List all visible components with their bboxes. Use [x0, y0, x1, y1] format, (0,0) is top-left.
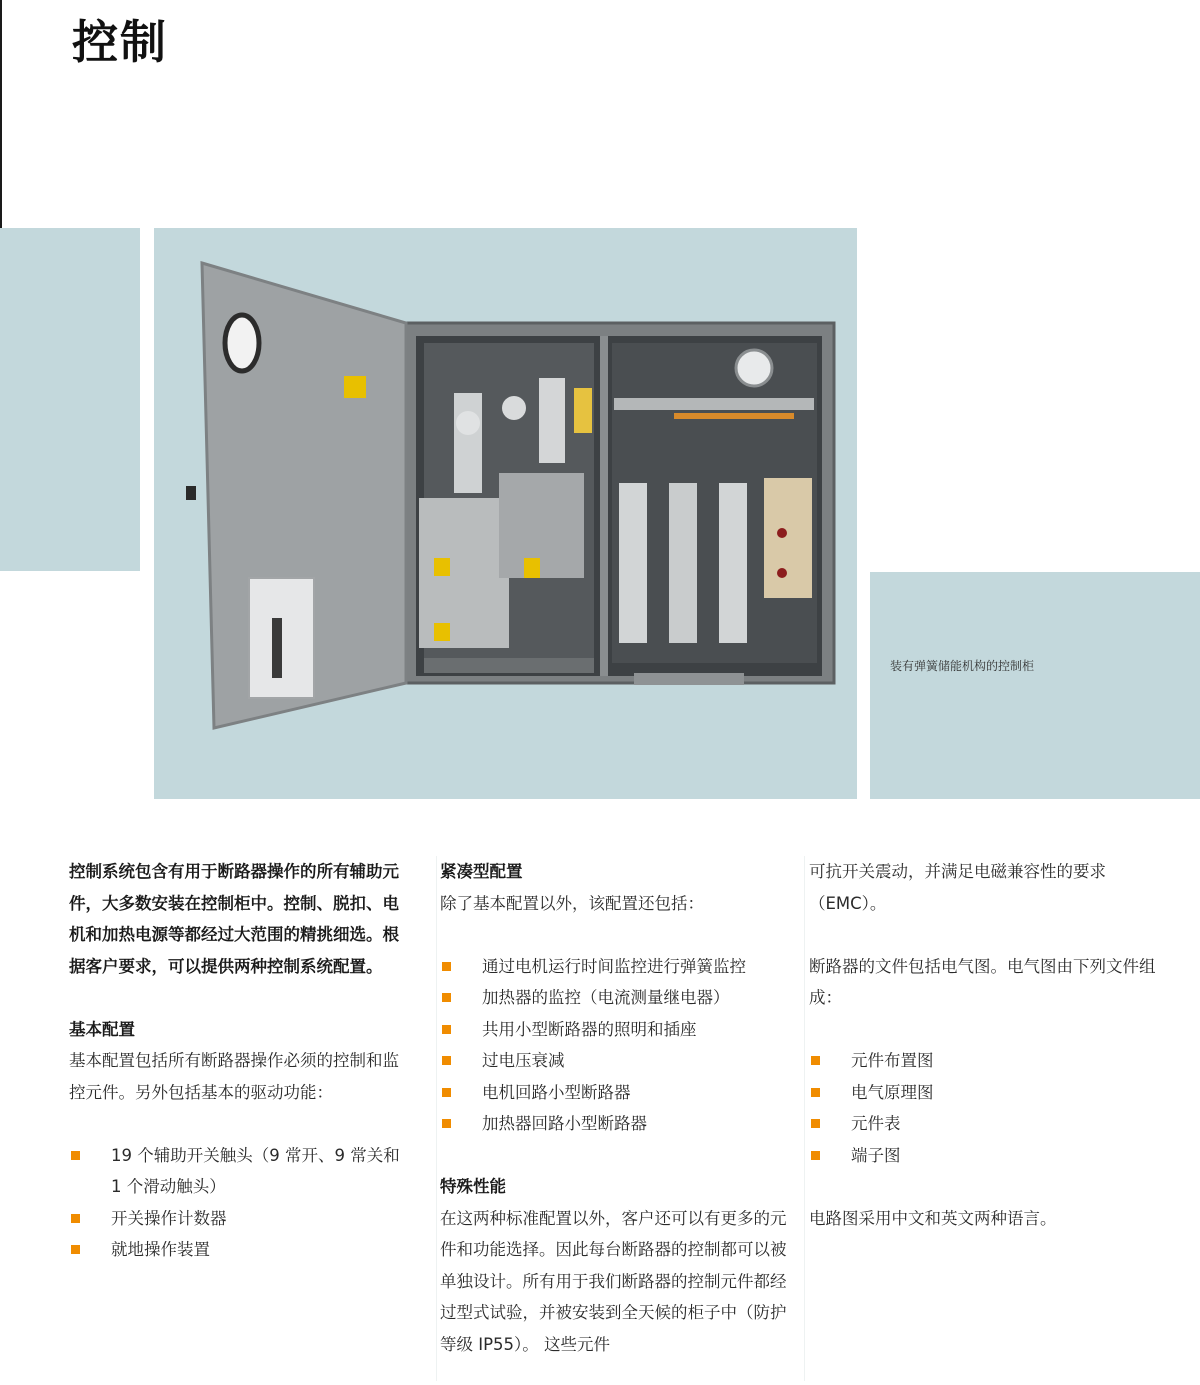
basic-config-text: 基本配置包括所有断路器操作必须的控制和监控元件。另外包括基本的驱动功能： [69, 1051, 399, 1102]
basic-config-heading: 基本配置 [69, 1019, 135, 1039]
list-item: 电机回路小型断路器 [440, 1077, 788, 1109]
list-item: 通过电机运行时间监控进行弹簧监控 [440, 951, 788, 983]
cabinet-photo [154, 228, 857, 799]
bullet-square-icon [71, 1245, 80, 1254]
list-item: 加热器的监控（电流测量继电器） [440, 982, 788, 1014]
bullet-square-icon [442, 993, 451, 1002]
documentation-text: 断路器的文件包括电气图。电气图由下列文件组成： [809, 956, 1156, 1007]
intro-paragraph: 控制系统包含有用于断路器操作的所有辅助元件，大多数安装在控制柜中。控制、脱扣、电机和加热电源等都经过大范围的精挑细选。根据客户要求，可以提供两种控制系统配置。 [69, 862, 399, 976]
bullet-square-icon [442, 1056, 451, 1065]
list-item: 开关操作计数器 [69, 1203, 414, 1235]
list-item: 19 个辅助开关触头（9 常开、9 常关和 1 个滑动触头） [69, 1140, 414, 1203]
bullet-square-icon [442, 1088, 451, 1097]
list-item: 就地操作装置 [69, 1234, 414, 1266]
documentation-list [809, 1045, 1159, 1171]
bullet-square-icon [442, 1025, 451, 1034]
column-1 [69, 856, 414, 1266]
bullet-square-icon [811, 1151, 820, 1160]
bullet-square-icon [811, 1119, 820, 1128]
left-rule [0, 0, 2, 230]
list-item: 元件布置图 [809, 1045, 1159, 1077]
bullet-square-icon [71, 1214, 80, 1223]
column-3 [809, 856, 1159, 1234]
bullet-square-icon [811, 1088, 820, 1097]
column-divider-1 [436, 856, 437, 1381]
control-cabinet-illustration [154, 228, 857, 799]
bullet-square-icon [71, 1151, 80, 1160]
list-item: 电气原理图 [809, 1077, 1159, 1109]
list-item: 加热器回路小型断路器 [440, 1108, 788, 1140]
list-item: 元件表 [809, 1108, 1159, 1140]
list-item: 端子图 [809, 1140, 1159, 1172]
basic-config-list [69, 1140, 414, 1266]
column-divider-2 [804, 856, 805, 1381]
language-text: 电路图采用中文和英文两种语言。 [809, 1208, 1057, 1228]
continuation-text: 可抗开关震动，并满足电磁兼容性的要求（EMC）。 [809, 862, 1106, 913]
compact-config-heading: 紧凑型配置 [440, 862, 523, 881]
list-item: 共用小型断路器的照明和插座 [440, 1014, 788, 1046]
caption-panel [870, 572, 1200, 799]
bullet-square-icon [442, 962, 451, 971]
list-item: 过电压衰减 [440, 1045, 788, 1077]
special-features-heading: 特殊性能 [440, 1177, 506, 1196]
special-features-text: 在这两种标准配置以外，客户还可以有更多的元件和功能选择。因此每台断路器的控制都可以被单独设计。所有用于我们断路器的控制元件都经过型式试验，并被安装到全天候的柜子中（防护等级 IP55）。 这些元件 [440, 1208, 787, 1354]
bullet-square-icon [811, 1056, 820, 1065]
compact-config-list [440, 951, 788, 1140]
figure-caption: 装有弹簧储能机构的控制柜 [890, 659, 1035, 673]
column-2 [440, 856, 788, 1360]
bullet-square-icon [442, 1119, 451, 1128]
decor-band-left [0, 228, 140, 571]
compact-config-text: 除了基本配置以外，该配置还包括： [440, 893, 704, 913]
page-title: 控制 [72, 15, 168, 69]
